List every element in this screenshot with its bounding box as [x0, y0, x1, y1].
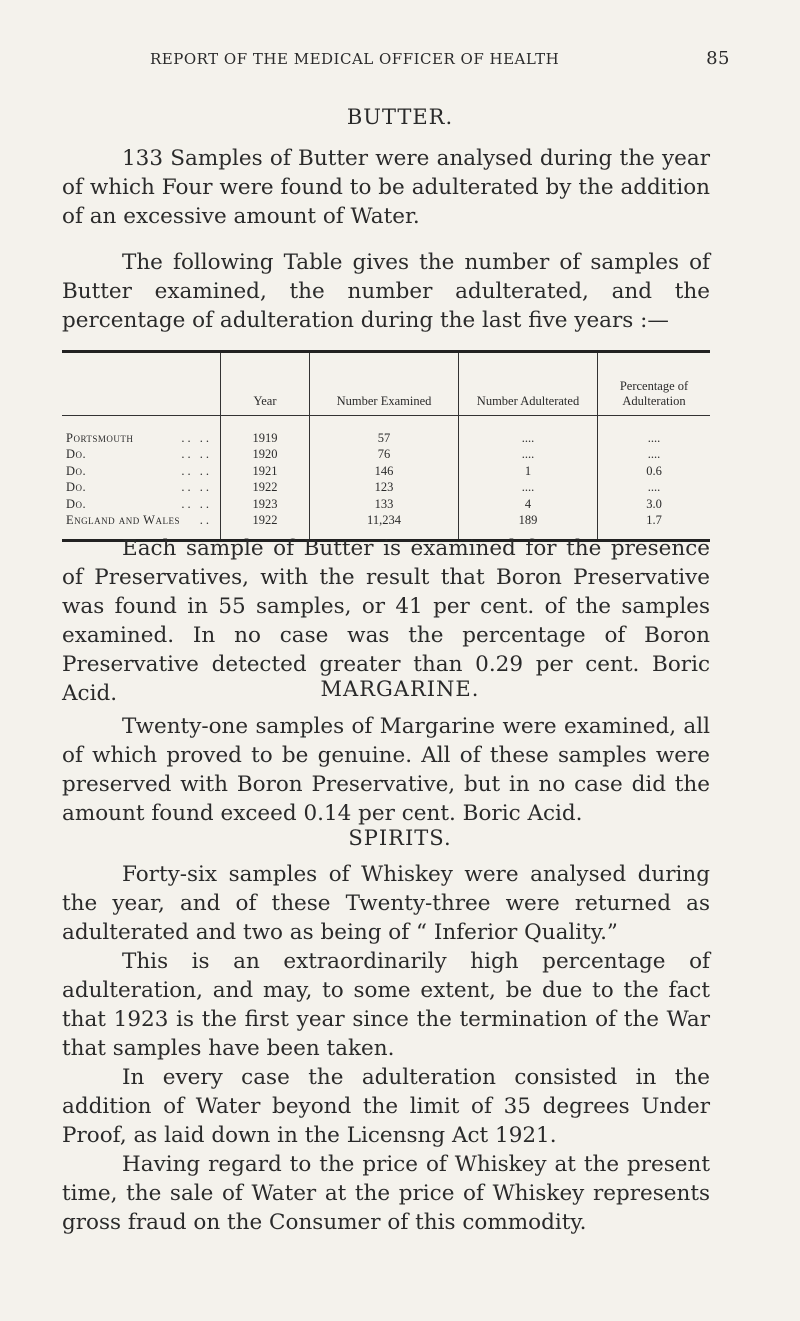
margarine-text: Twenty-one samples of Margarine were examined, all of which proved to be genuine. All of these samples were preserved with Boron Preservative, but in no case did the amount found exceed 0.14 per cent. Boric Acid.	[62, 714, 710, 826]
leader-dots: .. ..	[181, 463, 212, 478]
row-adulterated: 189	[459, 513, 598, 541]
margarine-block	[62, 712, 710, 828]
row-place: Do.	[66, 463, 87, 478]
row-place: Do.	[66, 480, 87, 495]
row-adulterated: ....	[459, 416, 598, 447]
table-row	[62, 496, 710, 513]
header-examined: Number Examined	[310, 352, 459, 416]
butter-heading: BUTTER.	[346, 105, 454, 129]
butter-table-intro: The following Table gives the number of samples of Butter examined, the number adulterated, and the percentage of adulteration during the last five years :—	[62, 250, 710, 333]
table-row	[62, 447, 710, 464]
butter-intro-block	[62, 144, 710, 231]
row-adulterated: ....	[459, 447, 598, 464]
butter-intro: 133 Samples of Butter were analysed during the year of which Four were found to be adulterated by the addition of an excessive amount of Water.	[62, 146, 710, 229]
spirits-block	[62, 860, 710, 1237]
leader-dots: .. ..	[181, 430, 212, 445]
row-examined: 57	[310, 416, 459, 447]
row-adulterated: ....	[459, 480, 598, 497]
row-year: 1921	[221, 463, 310, 480]
row-year: 1919	[221, 416, 310, 447]
spirits-para-1: Forty-six samples of Whiskey were analysed during the year, and of these Twenty-three were returned as adulterated and two as being of “ Inferior Quality.”	[62, 862, 710, 945]
row-percentage: ....	[598, 480, 711, 497]
row-year: 1922	[221, 480, 310, 497]
leader-dots: ..	[199, 513, 212, 528]
row-year: 1923	[221, 496, 310, 513]
row-adulterated: 4	[459, 496, 598, 513]
leader-dots: .. ..	[181, 447, 212, 462]
row-examined: 133	[310, 496, 459, 513]
butter-preservatives: Each sample of Butter is examined for the presence of Preservatives, with the result that Boron Preservative was found in 55 samples, or 41 per cent. of the samples examined. In no case was the percentage of Boron Preservative detected greater than 0.29 per cent. Boric Acid.	[62, 536, 710, 706]
row-place: England and Wales	[66, 513, 180, 528]
row-place: Portsmouth	[66, 430, 134, 445]
leader-dots: .. ..	[181, 480, 212, 495]
row-examined: 123	[310, 480, 459, 497]
table-header-row	[62, 352, 710, 416]
butter-table-intro-block	[62, 248, 710, 335]
running-title: REPORT OF THE MEDICAL OFFICER OF HEALTH	[150, 50, 560, 68]
header-adulterated: Number Adulterated	[459, 352, 598, 416]
butter-adulteration-table	[62, 350, 710, 542]
row-place: Do.	[66, 447, 87, 462]
row-place: Do.	[66, 496, 87, 511]
leader-dots: .. ..	[181, 496, 212, 511]
spirits-heading: SPIRITS.	[348, 826, 452, 850]
page-number: 85	[706, 48, 730, 69]
table-row	[62, 416, 710, 447]
spirits-para-3: In every case the adulteration consisted in the addition of Water beyond the limit of 35 degrees Under Proof, as laid down in the Licensng Act 1921.	[62, 1065, 710, 1148]
row-percentage: 3.0	[598, 496, 711, 513]
row-percentage: ....	[598, 447, 711, 464]
spirits-para-4: Having regard to the price of Whiskey at the present time, the sale of Water at the price of Whiskey represents gross fraud on the Consumer of this commodity.	[62, 1152, 710, 1235]
header-year: Year	[221, 352, 310, 416]
row-examined: 76	[310, 447, 459, 464]
row-percentage: 0.6	[598, 463, 711, 480]
row-examined: 11,234	[310, 513, 459, 541]
table-row	[62, 480, 710, 497]
row-year: 1922	[221, 513, 310, 541]
row-year: 1920	[221, 447, 310, 464]
row-adulterated: 1	[459, 463, 598, 480]
header-percentage: Percentage of Adulteration	[598, 352, 711, 416]
row-percentage: ....	[598, 416, 711, 447]
running-header	[150, 48, 730, 69]
header-place	[62, 352, 221, 416]
spirits-para-2: This is an extraordinarily high percentage of adulteration, and may, to some extent, be due to the fact that 1923 is the first year since the termination of the War that samples have been taken.	[62, 949, 710, 1061]
table-row	[62, 463, 710, 480]
row-percentage: 1.7	[598, 513, 711, 541]
row-examined: 146	[310, 463, 459, 480]
margarine-heading: MARGARINE.	[320, 677, 480, 701]
